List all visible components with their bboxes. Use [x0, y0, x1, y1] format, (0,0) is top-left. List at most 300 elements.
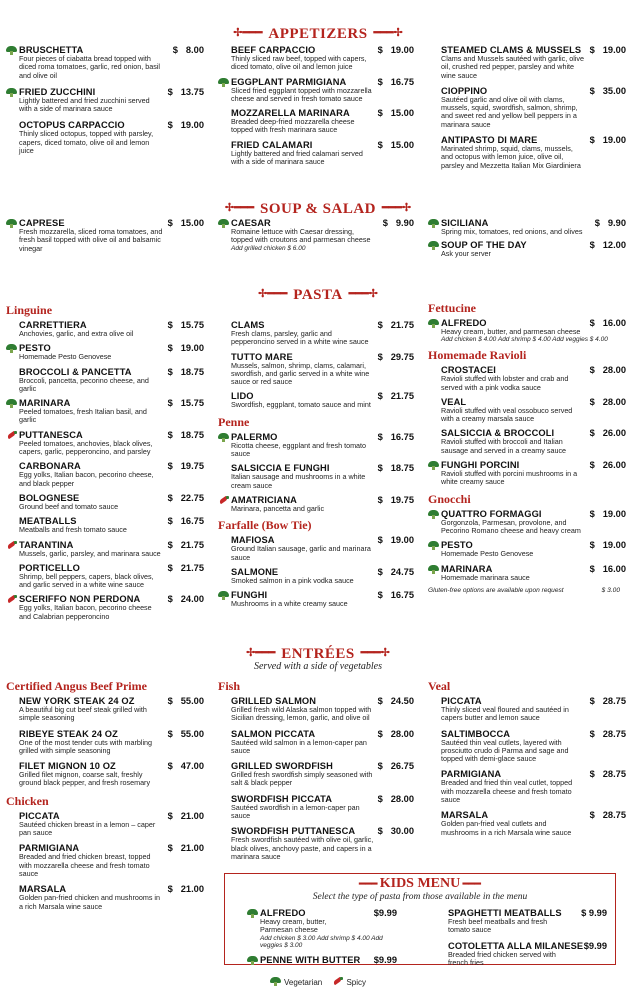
- menu-item-description: Italian sausage and mushrooms in a white cream sauce: [231, 472, 366, 490]
- menu-item: [218, 729, 414, 756]
- menu-item-name: GRILLED SALMON: [231, 696, 317, 706]
- menu-item-price: [378, 391, 414, 401]
- price-value: 22.75: [180, 492, 204, 503]
- menu-item-price: [168, 320, 204, 330]
- menu-item-description: Marinara, pancetta and garlic: [231, 503, 325, 513]
- broccoli-icon: [428, 219, 439, 228]
- gluten-free-price: $ 3.00: [601, 586, 620, 594]
- menu-item: [428, 696, 626, 723]
- category-title: Chicken: [6, 793, 49, 808]
- menu-item-name: VEAL: [441, 396, 467, 407]
- broccoli-icon: [428, 510, 439, 519]
- menu-item-price: [590, 769, 626, 779]
- price-value: 28.00: [390, 728, 414, 739]
- menu-item-price: [383, 218, 414, 228]
- currency-symbol: $: [167, 761, 173, 772]
- menu-item-description: Ricotta cheese, eggplant and fresh tomato sauce: [231, 440, 367, 459]
- menu-item-description: Meatballs and fresh tomato sauce: [19, 525, 127, 535]
- currency-symbol: $: [377, 793, 383, 804]
- menu-item-description: Smoked salmon in a pink vodka sauce: [231, 575, 354, 585]
- menu-item-description: Gorgonzola, Parmesan, provolone, and Pecorino Romano cheese and heavy cream: [441, 517, 581, 535]
- currency-symbol: $: [377, 139, 383, 150]
- menu-item-description: Heavy cream, butter, and parmesan cheese: [441, 327, 581, 336]
- currency-symbol: $: [589, 45, 595, 55]
- price-value: 35.00: [602, 85, 626, 96]
- menu-item-description: Lightly battered and fried zucchini served with a side of marinara sauce: [19, 95, 150, 114]
- currency-symbol: $: [167, 320, 173, 330]
- chili-pepper-icon: [6, 431, 17, 440]
- menu-item-name: SOUP OF THE DAY: [441, 240, 527, 251]
- kids-column-2: [435, 908, 607, 973]
- menu-item: [428, 540, 626, 558]
- menu-item-name: SALMONE: [231, 566, 279, 577]
- menu-item-description: Ask your server: [441, 249, 491, 259]
- currency-symbol: $: [589, 540, 595, 551]
- menu-item-name: PARMIGIANA: [441, 769, 502, 780]
- entrees-subtitle: Served with a side of vegetables: [253, 661, 383, 672]
- menu-item-description: Sautéed thin veal cutlets, layered with prosciutto crudo di Parma and sage and topped with demi-glace sauce: [441, 737, 569, 764]
- menu-item: [218, 432, 414, 459]
- menu-item: [218, 567, 414, 585]
- menu-item-name: SICILIANA: [441, 218, 489, 228]
- menu-item-price: [590, 460, 626, 470]
- ornament-icon: ━━━✢: [348, 288, 378, 300]
- price-value: 28.00: [602, 365, 626, 376]
- price-value: 16.75: [390, 590, 414, 601]
- broccoli-icon: [428, 541, 439, 550]
- menu-item: [428, 564, 626, 582]
- currency-symbol: $: [377, 320, 383, 330]
- currency-symbol: $: [589, 696, 595, 706]
- menu-item-description: Homemade Pesto Genovese: [19, 352, 112, 362]
- menu-item-name: FRIED CALAMARI: [231, 139, 313, 150]
- menu-item-name: SWORDFISH PICCATA: [231, 793, 333, 804]
- menu-item: [6, 594, 204, 621]
- menu-item-name: FUNGHI PORCINI: [441, 460, 520, 471]
- menu-item-name: TARANTINA: [19, 539, 74, 550]
- menu-item-price: [378, 729, 414, 739]
- menu-item-price: [595, 218, 626, 228]
- menu-item-description: Ravioli stuffed with veal ossobuco served with a creamy marsala sauce: [441, 405, 573, 424]
- price-value: 19.00: [390, 535, 414, 546]
- price-value: 12.00: [602, 240, 626, 251]
- menu-item-price: [168, 843, 204, 853]
- currency-symbol: $: [377, 351, 383, 362]
- menu-item-name: SALTIMBOCCA: [441, 728, 511, 739]
- menu-item-price: [378, 140, 414, 150]
- menu-item: [218, 495, 414, 513]
- price-value: 8.00: [185, 45, 204, 55]
- menu-item-name: PARMIGIANA: [19, 843, 80, 854]
- menu-item-price: [168, 884, 204, 894]
- menu-item-price: [168, 811, 204, 821]
- currency-symbol: $: [167, 120, 173, 131]
- price-value: 19.00: [602, 540, 626, 551]
- kids-menu-title: ━━━ KIDS MENU ━━━: [359, 876, 481, 891]
- menu-item: [6, 398, 204, 425]
- menu-item-price: [378, 108, 414, 118]
- pasta-column-3: [428, 301, 626, 594]
- price-value: 47.00: [180, 761, 204, 772]
- currency-symbol: $: [377, 391, 383, 402]
- menu-item-price: [590, 86, 626, 96]
- broccoli-icon: [270, 977, 281, 986]
- broccoli-icon: [6, 344, 17, 353]
- chili-pepper-icon: [332, 977, 343, 986]
- menu-item-description: Anchovies, garlic, and extra olive oil: [19, 329, 134, 338]
- menu-item-price: [168, 87, 204, 97]
- price-value: 24.00: [180, 594, 204, 605]
- menu-item-name: FRIED ZUCCHINI: [19, 86, 96, 97]
- menu-item-price: [590, 135, 626, 145]
- currency-symbol: $: [167, 398, 173, 409]
- menu-item-price: [378, 352, 414, 362]
- price-value: 28.75: [602, 696, 626, 706]
- menu-item: [218, 140, 414, 167]
- ornament-icon: ━━━: [359, 879, 380, 890]
- entrees-column-3: [428, 679, 626, 843]
- menu-item-price: [590, 729, 626, 739]
- menu-item: [218, 218, 414, 252]
- menu-item-price: [374, 955, 397, 965]
- menu-item-name: COTOLETTA ALLA MILANESE: [448, 940, 584, 951]
- menu-item-name: ALFREDO: [441, 318, 487, 328]
- menu-item: [218, 108, 414, 135]
- menu-item-description: Ravioli stuffed with broccoli and Italian sausage and served in a creamy sauce: [441, 437, 567, 455]
- price-value: 29.75: [390, 351, 414, 362]
- currency-symbol: $: [377, 463, 383, 474]
- menu-item-price: [590, 240, 626, 250]
- menu-item: [428, 318, 626, 343]
- price-value: 28.75: [602, 769, 626, 780]
- menu-item-name: PESTO: [19, 343, 51, 354]
- menu-item: [428, 428, 626, 455]
- currency-symbol: $: [589, 318, 595, 328]
- menu-item-description: Peeled tomatoes, fresh Italian basil, and garlic: [19, 407, 147, 425]
- appetizers-column-1: [6, 45, 204, 162]
- menu-item-description: Clams and Mussels sautéed with garlic, olive oil, crushed red pepper, parsley and white wine sauce: [441, 54, 585, 80]
- currency-symbol: $: [589, 769, 595, 780]
- menu-item: [428, 397, 626, 424]
- menu-item-price: [374, 908, 397, 918]
- menu-item-name: PESTO: [441, 540, 473, 551]
- menu-item-description: Fresh swordfish sautéed with olive oil, garlic, black olives, anchovy paste, and capers in a marinara sauce: [231, 835, 374, 861]
- menu-item: [6, 516, 204, 534]
- menu-item-price: [378, 567, 414, 577]
- menu-item-price: [590, 365, 626, 375]
- menu-item-description: Fresh clams, parsley, garlic and pepperoncino served in a white wine sauce: [231, 329, 369, 347]
- menu-item-description: Golden pan-fried veal cutlets and mushrooms in a rich Marsala wine sauce: [441, 819, 572, 837]
- price-value: 19.00: [602, 508, 626, 519]
- menu-item-price: [378, 463, 414, 473]
- menu-item-name: AMATRICIANA: [231, 494, 297, 505]
- menu-item-description: Peeled tomatoes, anchovies, black olives, capers, garlic, pepperoncino, and parsley: [19, 438, 153, 457]
- menu-item-price: [168, 594, 204, 604]
- menu-item-description: Egg yolks, Italian bacon, pecorino cheese, and black pepper: [19, 470, 154, 488]
- menu-item-price: [168, 120, 204, 130]
- menu-item-description: Broccoli, pancetta, pecorino cheese, and garlic: [19, 375, 149, 393]
- price-value: 26.75: [390, 761, 414, 772]
- menu-item-description: Sliced fried eggplant topped with mozzarella cheese and served in fresh tomato sauce: [231, 85, 372, 103]
- menu-item-name: CARRETTIERA: [19, 320, 87, 330]
- price-value: 21.75: [390, 391, 414, 402]
- menu-item-price: [584, 941, 607, 951]
- menu-item-addons: Add chicken $ 3.00 Add shrimp $ 4.00 Add veggies $ 3.00: [260, 934, 383, 949]
- menu-item-price: [590, 509, 626, 519]
- menu-item-name: CARBONARA: [19, 461, 81, 472]
- category-title: Certified Angus Beef Prime: [6, 679, 147, 693]
- menu-item-price: [168, 343, 204, 353]
- menu-item-header: [260, 955, 397, 965]
- menu-item: [218, 761, 414, 788]
- menu-item-description: Lightly battered and fried calamari served with a side of marinara sauce: [231, 148, 363, 167]
- menu-item-name: MEATBALLS: [19, 516, 77, 527]
- menu-item-price: [168, 540, 204, 550]
- menu-item-description: Romaine lettuce with Caesar dressing, topped with croutons and parmesan cheese: [231, 227, 371, 245]
- currency-symbol: $: [167, 884, 173, 895]
- broccoli-icon: [6, 88, 17, 97]
- menu-item-name: MARINARA: [19, 398, 71, 409]
- price-value: 26.00: [602, 428, 626, 439]
- entrees-title: ✢━━━ ENTRÉES ━━━✢: [246, 646, 390, 662]
- menu-item-name: MARINARA: [441, 563, 493, 574]
- price-value: 28.75: [602, 728, 626, 739]
- price-value: 16.75: [180, 516, 204, 527]
- menu-item-description: Golden pan-fried chicken and mushrooms in a rich Marsala wine sauce: [19, 893, 161, 911]
- price-value: 19.75: [390, 494, 414, 505]
- currency-symbol: $: [589, 508, 595, 519]
- menu-item-description: Spring mix, tomatoes, red onions, and olives: [441, 227, 583, 236]
- category-title: Gnocchi: [428, 491, 471, 506]
- price-value: 15.00: [390, 139, 414, 150]
- menu-item: [218, 696, 414, 723]
- currency-symbol: $: [167, 843, 173, 854]
- currency-symbol: $: [167, 562, 173, 573]
- menu-item: [218, 590, 414, 608]
- menu-item: [428, 135, 626, 170]
- appetizers-column-2: [218, 45, 414, 171]
- price-value: 18.75: [180, 429, 204, 440]
- price-value: 28.00: [602, 396, 626, 407]
- price-value: 19.00: [180, 343, 204, 354]
- menu-item-price: [168, 696, 204, 706]
- broccoli-icon: [6, 219, 17, 228]
- currency-symbol: $: [589, 135, 595, 146]
- menu-item-description: Thinly sliced octopus, topped with parsley, capers, diced tomato, olive oil and lemon juice: [19, 129, 154, 156]
- ornament-icon: ✢━━━: [233, 27, 263, 39]
- menu-item-price: [378, 590, 414, 600]
- price-value: 24.75: [390, 566, 414, 577]
- menu-item-description: Grilled fresh swordfish simply seasoned with salt & black pepper: [231, 770, 373, 788]
- menu-item-description: Breaded and fried chicken breast, topped with mozzarella cheese and fresh tomato sauce: [19, 852, 151, 878]
- menu-item-price: [168, 761, 204, 771]
- broccoli-icon: [247, 956, 258, 965]
- price-value: 28.00: [390, 793, 414, 804]
- currency-symbol: $: [167, 810, 173, 821]
- legend-vegetarian: Vegetarian: [270, 978, 322, 987]
- category-title: Penne: [218, 414, 250, 429]
- chili-pepper-icon: [6, 595, 17, 604]
- menu-item-price: [173, 45, 204, 55]
- menu-item-name: STEAMED CLAMS & MUSSELS: [441, 45, 582, 55]
- menu-item-description: Shrimp, bell peppers, capers, black olives, and garlic served in a white wine sauce: [19, 571, 154, 590]
- menu-item: [6, 461, 204, 488]
- pasta-title: ✢━━━ PASTA ━━━✢: [258, 287, 378, 303]
- menu-item-name: MARSALA: [441, 810, 489, 821]
- price-value: 55.00: [180, 728, 204, 739]
- menu-item-name: MAFIOSA: [231, 535, 275, 546]
- category-title: Homemade Ravioli: [428, 348, 527, 363]
- menu-item-description: Ground Italian sausage, garlic and marinara sauce: [231, 544, 371, 562]
- menu-item-description: Ravioli stuffed with lobster and crab and served with a pink vodka sauce: [441, 374, 569, 392]
- menu-item: [218, 794, 414, 821]
- currency-symbol: $: [167, 696, 173, 706]
- menu-item-addons: Add grilled chicken $ 6.00: [231, 244, 306, 252]
- currency-symbol: $: [589, 728, 595, 739]
- menu-item-description: A beautiful big cut beef steak grilled with simple seasoning: [19, 705, 147, 723]
- menu-item: [6, 120, 204, 155]
- menu-item-description: Ravioli stuffed with porcini mushrooms in a white creamy sauce: [441, 469, 578, 487]
- price-value: 9.90: [607, 218, 626, 228]
- currency-symbol: $: [172, 45, 178, 55]
- menu-item: [6, 843, 204, 878]
- menu-item-description: Mussels, garlic, parsley, and marinara sauce: [19, 548, 161, 558]
- price-value: 16.00: [602, 318, 626, 328]
- price-value: 15.75: [180, 320, 204, 330]
- menu-item: [218, 463, 414, 490]
- currency-symbol: $: [167, 492, 173, 503]
- menu-item-addons: Add chicken $ 4.00 Add shrimp $ 4.00 Add veggies $ 4.00: [441, 336, 608, 344]
- menu-item-name: CAPRESE: [19, 218, 65, 228]
- price-value: 18.75: [390, 463, 414, 474]
- currency-symbol: $: [167, 86, 173, 97]
- menu-item-description: Homemade Pesto Genovese: [441, 549, 534, 559]
- broccoli-icon: [6, 46, 17, 55]
- menu-item: [6, 45, 204, 80]
- gluten-free-note: [428, 587, 626, 594]
- menu-item-description: Sautéed chicken breast in a lemon – caper pan sauce: [19, 819, 156, 838]
- currency-symbol: $: [377, 494, 383, 505]
- currency-symbol: $: [167, 461, 173, 472]
- broccoli-icon: [428, 565, 439, 574]
- broccoli-icon: [247, 909, 258, 918]
- menu-item-description: Grilled fresh wild Alaska salmon topped with Sicilian dressing, lemon, garlic, and olive oil: [231, 705, 372, 723]
- menu-item: [6, 87, 204, 114]
- currency-symbol: $: [167, 366, 173, 377]
- menu-item-price: [168, 461, 204, 471]
- currency-symbol: $: [167, 594, 173, 605]
- menu-item: [6, 563, 204, 590]
- soup-salad-title: ✢━━━ SOUP & SALAD ━━━✢: [224, 201, 412, 217]
- menu-item-name: GRILLED SWORDFISH: [231, 761, 333, 772]
- currency-symbol: $: [382, 218, 388, 228]
- ornament-icon: ✢━━━: [258, 288, 288, 300]
- menu-item-name: CAESAR: [231, 218, 271, 228]
- menu-item-price: [590, 540, 626, 550]
- menu-item-description: Homemade marinara sauce: [441, 572, 530, 582]
- soup-salad-column-1: [6, 218, 204, 259]
- gluten-free-text: Gluten-free options are available upon request: [428, 586, 564, 594]
- menu-item-description: Mussels, salmon, shrimp, clams, calamari, swordfish, and garlic served in a white wine sauce or red sauce: [231, 360, 370, 387]
- legend: [0, 977, 636, 987]
- price-value: 16.75: [390, 431, 414, 442]
- category-title: Fettucine: [428, 301, 476, 315]
- menu-item-description: Sautéed garlic and olive oil with clams, mussels, squid, swordfish, salmon, shrimp, and sweet red and yellow bell peppers in a marinara sauce: [441, 94, 578, 129]
- price-value: $9.99: [583, 940, 607, 951]
- category-title: Veal: [428, 679, 451, 693]
- currency-symbol: $: [377, 566, 383, 577]
- menu-item: [6, 884, 204, 911]
- menu-item-name: QUATTRO FORMAGGI: [441, 508, 542, 519]
- menu-item-price: [378, 495, 414, 505]
- price-value: 16.75: [390, 76, 414, 87]
- menu-item: [218, 352, 414, 387]
- menu-item-description: Swordfish, eggplant, tomato sauce and mint: [231, 400, 371, 410]
- currency-symbol: $: [167, 343, 173, 354]
- currency-symbol: $: [589, 396, 595, 407]
- price-value: 21.00: [180, 843, 204, 854]
- menu-item-price: [378, 77, 414, 87]
- menu-item-description: Egg yolks, Italian bacon, pecorino cheese and Calabrian pepperoncino: [19, 603, 152, 621]
- menu-item-description: Breaded deep-fried mozzarella cheese topped with fresh marinara sauce: [231, 117, 355, 135]
- menu-item-name: SALSICCIA & BROCCOLI: [441, 428, 555, 439]
- price-value: $9.99: [373, 954, 397, 965]
- menu-item-name: OCTOPUS CARPACCIO: [19, 120, 125, 131]
- price-value: 19.00: [390, 45, 414, 55]
- menu-item-name: SPAGHETTI MEATBALLS: [448, 908, 562, 918]
- currency-symbol: $: [167, 728, 173, 739]
- menu-item-price: [168, 398, 204, 408]
- currency-symbol: $: [377, 535, 383, 546]
- currency-symbol: $: [167, 218, 173, 228]
- price-value: 15.00: [180, 218, 204, 228]
- price-value: 19.00: [602, 45, 626, 55]
- ornament-icon: ✢━━━: [224, 202, 254, 214]
- menu-item: [6, 761, 204, 788]
- chili-pepper-icon: [6, 541, 17, 550]
- entrees-column-1: [6, 679, 204, 917]
- menu-item-description: Breaded fried chicken served with french fries: [448, 949, 556, 967]
- appetizers-column-3: [428, 45, 626, 176]
- ornament-icon: ━━━✢: [373, 27, 403, 39]
- appetizers-title: ✢━━━ APPETIZERS ━━━✢: [233, 26, 403, 42]
- menu-item-name: CIOPPINO: [441, 85, 488, 96]
- menu-item-name: BEEF CARPACCIO: [231, 45, 316, 55]
- broccoli-icon: [218, 433, 229, 442]
- menu-item: [428, 45, 626, 80]
- price-value: 19.75: [180, 461, 204, 472]
- currency-symbol: $: [589, 460, 595, 471]
- price-value: 55.00: [180, 696, 204, 706]
- menu-item-price: [590, 428, 626, 438]
- menu-item: [435, 941, 607, 968]
- menu-item-name: FUNGHI: [231, 590, 268, 601]
- broccoli-icon: [428, 241, 439, 250]
- currency-symbol: $: [589, 85, 595, 96]
- menu-item-description: Ground beef and tomato sauce: [19, 501, 119, 511]
- broccoli-icon: [218, 219, 229, 228]
- menu-item: [428, 460, 626, 487]
- menu-item-price: [168, 516, 204, 526]
- menu-item-name: PALERMO: [231, 431, 278, 442]
- menu-item-name: SWORDFISH PUTTANESCA: [231, 826, 356, 837]
- menu-item-name: PENNE WITH BUTTER: [260, 954, 361, 965]
- currency-symbol: $: [377, 590, 383, 601]
- price-value: $9.99: [373, 908, 397, 918]
- legend-spicy: Spicy: [332, 978, 366, 987]
- menu-item-price: [378, 696, 414, 706]
- menu-item: [218, 45, 414, 72]
